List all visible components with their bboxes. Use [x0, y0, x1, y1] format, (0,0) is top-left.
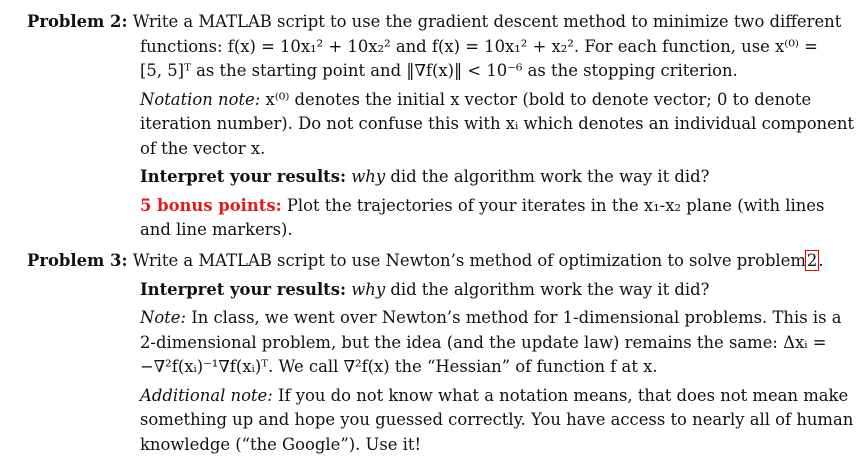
interpret-why-p3: why [351, 280, 385, 299]
notation-note-line-1 [27, 88, 827, 113]
bonus-text-1: Plot the trajectories of your iterates in the x₁-x₂ plane (with lines [287, 196, 825, 215]
interpret-results-p2 [27, 165, 827, 190]
problem-3-statement: Write a MATLAB script to use Newton’s method of optimization to solve problem [133, 251, 806, 270]
interpret-text-p2: did the algorithm work the way it did? [390, 167, 709, 186]
notation-note-text-2: iteration number). Do not confuse this with xᵢ which denotes an individual component [27, 112, 827, 137]
interpret-label-p2: Interpret your results: [140, 167, 346, 186]
interpret-label-p3: Interpret your results: [140, 280, 346, 299]
notation-note-label: Notation note: [140, 90, 260, 109]
problem-3 [27, 249, 827, 457]
problem-2-heading: Problem 2: [27, 12, 128, 31]
bonus-line-1 [27, 194, 827, 219]
additional-note-text-1: If you do not know what a notation means, that does not mean make [278, 386, 848, 405]
problem-2 [27, 10, 827, 243]
problem-2-statement-line-2: functions: f(x) = 10x₁² + 10x₂² and f(x) = 10x₁² + x₂². For each function, use x⁽⁰⁾ = [27, 35, 827, 60]
interpret-why-p2: why [351, 167, 385, 186]
problem-2-statement-line-1: Write a MATLAB script to use the gradient descent method to minimize two different [133, 12, 842, 31]
newton-note-text-1: In class, we went over Newton’s method for 1-dimensional problems. This is a [191, 308, 841, 327]
problem-2-statement-line-3: [5, 5]ᵀ as the starting point and ‖∇f(x)‖ < 10⁻⁶ as the stopping criterion. [27, 59, 827, 84]
additional-note-text-3: knowledge (“the Google”). Use it! [27, 433, 827, 457]
additional-note-label: Additional note: [140, 386, 273, 405]
problem-3-line-1 [27, 249, 827, 274]
additional-note-line-1 [27, 384, 827, 409]
problem-3-heading: Problem 3: [27, 251, 128, 270]
interpret-results-p3 [27, 278, 827, 303]
problem-3-statement-end: . [818, 251, 823, 270]
newton-note-line-1 [27, 306, 827, 331]
problem-2-line-1 [27, 10, 827, 35]
bonus-text-2: and line markers). [27, 218, 827, 243]
problem-2-reference-link[interactable]: 2 [806, 251, 818, 270]
notation-note-text-1: x⁽⁰⁾ denotes the initial x vector (bold to denote vector; 0 to denote [265, 90, 811, 109]
newton-note-text-2: 2-dimensional problem, but the idea (and the update law) remains the same: Δxᵢ = [27, 331, 827, 356]
additional-note-text-2: something up and hope you guessed correctly. You have access to nearly all of human [27, 408, 827, 433]
newton-note-text-3: −∇²f(xᵢ)⁻¹∇f(xᵢ)ᵀ. We call ∇²f(x) the “Hessian” of function f at x. [27, 355, 827, 380]
newton-note-label: Note: [140, 308, 186, 327]
notation-note-text-3: of the vector x. [27, 137, 827, 162]
bonus-points-label: 5 bonus points: [140, 196, 282, 215]
interpret-text-p3: did the algorithm work the way it did? [390, 280, 709, 299]
